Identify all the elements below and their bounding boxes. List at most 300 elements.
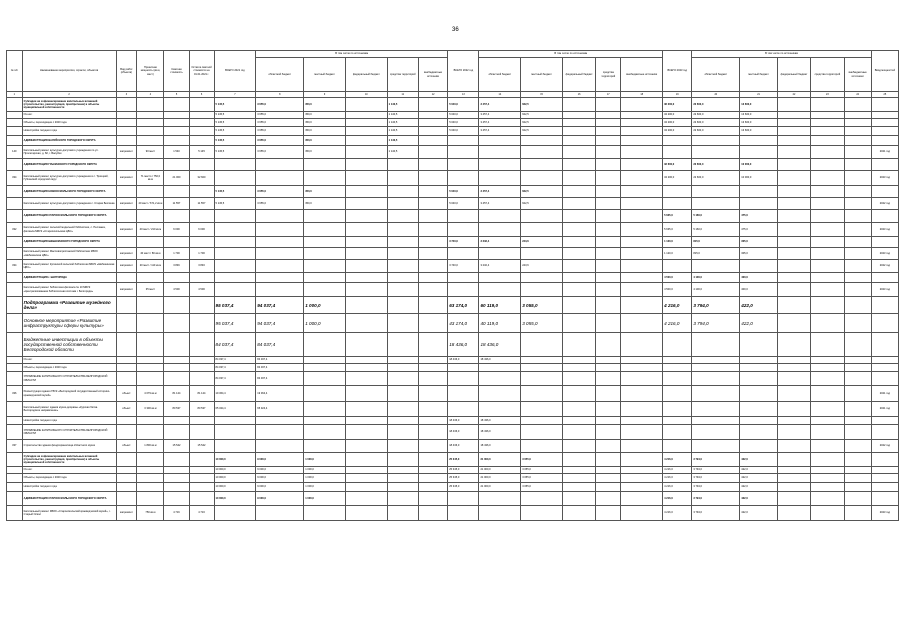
table-cell: [740, 364, 778, 372]
table-cell: 3 655,0: [256, 98, 304, 112]
table-cell: 1 000,0: [304, 297, 346, 314]
table-row: [7, 136, 899, 146]
table-cell: [418, 159, 447, 171]
table-cell: [479, 402, 521, 417]
row-title-cell: Субсидии на софинансирование капитальных вложений (строительство, реконструкция, приобретение) в объекты муниципальной собственности: [22, 453, 116, 467]
table-cell: 11 557: [164, 198, 189, 210]
table-cell: [256, 506, 304, 521]
table-cell: [692, 136, 740, 146]
table-row: [7, 112, 899, 119]
table-cell: 350,0: [304, 146, 346, 159]
table-cell: [663, 402, 692, 417]
table-cell: [387, 297, 418, 314]
table-cell: [777, 314, 810, 333]
table-row: [7, 98, 899, 112]
table-cell: 95 037,4: [214, 314, 256, 333]
table-cell: [811, 136, 844, 146]
table-cell: [387, 425, 418, 440]
table-cell: [621, 467, 663, 474]
table-cell: [418, 237, 447, 248]
table-row: [7, 198, 899, 210]
table-cell: [844, 474, 871, 483]
table-cell: 32 600: [189, 171, 214, 186]
table-cell: [621, 492, 663, 506]
table-cell: 350,0: [304, 198, 346, 210]
table-cell: [189, 364, 214, 372]
table-cell: [740, 186, 778, 198]
table-cell: [448, 248, 479, 260]
table-cell: 13 600,0: [740, 127, 778, 136]
table-cell: 10 000,0: [214, 483, 256, 492]
table-cell: [621, 159, 663, 171]
table-cell: [844, 440, 871, 453]
table-cell: [521, 333, 563, 357]
table-row: [7, 159, 899, 171]
table-cell: [811, 127, 844, 136]
table-cell: 11 557: [189, 198, 214, 210]
table-cell: 18 436,0: [479, 333, 521, 357]
table-cell: 34 200,0: [663, 119, 692, 127]
table-cell: [387, 186, 418, 198]
table-cell: 13 600,0: [740, 98, 778, 112]
table-cell: [811, 112, 844, 119]
table-cell: 84 037,4: [214, 333, 256, 357]
table-cell: [521, 283, 563, 297]
table-cell: 4 100,0: [692, 283, 740, 297]
table-cell: 6 000: [189, 223, 214, 237]
table-cell: [448, 159, 479, 171]
table-cell: [777, 333, 810, 357]
table-cell: [7, 210, 23, 223]
table-cell: [596, 483, 621, 492]
row-title-cell: Из них:: [22, 357, 116, 364]
table-cell: [596, 223, 621, 237]
table-cell: [621, 283, 663, 297]
table-cell: [418, 364, 447, 372]
table-cell: [844, 260, 871, 273]
row-title-cell: Бюджетные инвестиции в объекты государственной собственности Белгородской области: [22, 333, 116, 357]
table-cell: [521, 492, 563, 506]
table-cell: 350,0: [304, 119, 346, 127]
col-header: федеральный бюджет: [562, 58, 595, 92]
table-cell: [562, 372, 595, 386]
col-header: ВСЕГО 2022 год: [448, 51, 479, 92]
table-cell: [777, 112, 810, 119]
table-cell: 81 124: [164, 386, 189, 402]
column-number: 10: [345, 92, 387, 98]
table-cell: [387, 402, 418, 417]
table-cell: [844, 386, 871, 402]
table-cell: [596, 402, 621, 417]
table-cell: [521, 146, 563, 159]
table-cell: [479, 171, 521, 186]
table-cell: [479, 248, 521, 260]
table-cell: [116, 127, 137, 136]
table-cell: 1 140,5: [387, 127, 418, 136]
table-cell: [596, 453, 621, 467]
table-cell: 9 000,0: [256, 483, 304, 492]
table-cell: [844, 314, 871, 333]
table-cell: [777, 136, 810, 146]
table-cell: [304, 386, 346, 402]
table-cell: 19 364,4: [214, 386, 256, 402]
table-cell: [345, 402, 387, 417]
col-header: ВСЕГО 2021 год: [214, 51, 256, 92]
table-cell: 350,0: [304, 98, 346, 112]
table-cell: [479, 492, 521, 506]
table-cell: [562, 333, 595, 357]
table-cell: [164, 474, 189, 483]
table-cell: 422,0: [740, 474, 778, 483]
table-cell: [304, 237, 346, 248]
table-cell: 3 055,0: [521, 314, 563, 333]
table-cell: [418, 372, 447, 386]
row-title-cell: АДМИНИСТРАЦИЯ ШЕБЕКИНСКОГО ГОРОДСКОГО ОКРУГА: [22, 237, 116, 248]
table-cell: [137, 357, 164, 364]
table-cell: [692, 260, 740, 273]
col-header: средства территорий: [811, 58, 844, 92]
row-title-cell: АДМИНИСТРАЦИЯ ВАЛУЙСКОГО ГОРОДСКОГО ОКРУГА: [22, 136, 116, 146]
table-cell: [621, 483, 663, 492]
table-cell: 422,0: [740, 483, 778, 492]
table-cell: [596, 112, 621, 119]
table-cell: [387, 440, 418, 453]
table-cell: [596, 283, 621, 297]
table-cell: [844, 453, 871, 467]
table-cell: [7, 112, 23, 119]
table-row: [7, 127, 899, 136]
table-cell: [596, 372, 621, 386]
table-cell: [116, 136, 137, 146]
table-cell: [621, 223, 663, 237]
commission-year-cell: [871, 483, 898, 492]
table-cell: 815,0: [692, 237, 740, 248]
col-header: местный бюджет: [740, 58, 778, 92]
table-cell: [116, 112, 137, 119]
table-cell: [418, 417, 447, 425]
table-cell: [345, 171, 387, 186]
commission-year-cell: [871, 333, 898, 357]
table-cell: [596, 198, 621, 210]
row-title-cell: Капитальный ремонт Масловопристанской библиотеки МБУК «Шебекинская ЦБС»: [22, 248, 116, 260]
table-cell: 4 216,0: [663, 453, 692, 467]
table-cell: [596, 297, 621, 314]
table-cell: [844, 273, 871, 283]
commission-year-cell: [871, 186, 898, 198]
table-cell: [7, 506, 23, 521]
table-cell: 3 794,0: [692, 467, 740, 474]
table-cell: капремонт: [116, 223, 137, 237]
table-cell: [7, 159, 23, 171]
table-cell: [596, 237, 621, 248]
table-cell: [345, 119, 387, 127]
table-cell: [304, 223, 346, 237]
table-cell: [811, 314, 844, 333]
table-cell: [596, 98, 621, 112]
table-cell: [418, 386, 447, 402]
table-cell: [811, 146, 844, 159]
table-cell: [562, 417, 595, 425]
row-title-cell: Строительство здания фондохранилища областного музея: [22, 440, 116, 453]
table-cell: [387, 483, 418, 492]
table-cell: [596, 333, 621, 357]
table-cell: 84 037,4: [256, 372, 304, 386]
table-cell: [692, 364, 740, 372]
table-cell: [418, 119, 447, 127]
table-cell: 3 794,0: [692, 506, 740, 521]
table-cell: [256, 440, 304, 453]
table-cell: 81 124: [189, 386, 214, 402]
table-cell: [214, 223, 256, 237]
table-cell: [663, 186, 692, 198]
col-header: Остаток сметной стоимости на 01.01.2021 г.: [189, 51, 214, 92]
table-cell: [811, 402, 844, 417]
table-cell: [811, 386, 844, 402]
table-cell: [116, 474, 137, 483]
table-cell: [596, 425, 621, 440]
table-cell: 84 037,4: [256, 357, 304, 364]
table-cell: [137, 483, 164, 492]
table-cell: [562, 112, 595, 119]
table-cell: [521, 364, 563, 372]
col-header: Проектная мощность (кв.м, мест): [137, 51, 164, 92]
table-cell: [256, 248, 304, 260]
table-cell: [811, 98, 844, 112]
table-cell: [418, 357, 447, 364]
table-cell: [844, 467, 871, 474]
table-cell: [740, 198, 778, 210]
table-cell: [811, 171, 844, 186]
table-cell: 336: [7, 386, 23, 402]
table-cell: [345, 260, 387, 273]
table-cell: [844, 483, 871, 492]
table-cell: [562, 506, 595, 521]
col-header: средства территорий: [387, 58, 418, 92]
table-cell: [7, 364, 23, 372]
commission-year-cell: [871, 467, 898, 474]
table-cell: [164, 210, 189, 223]
sources-group-2022: В том числе по источникам: [479, 51, 663, 58]
table-cell: [692, 417, 740, 425]
column-number: 23: [811, 92, 844, 98]
table-cell: [521, 417, 563, 425]
table-cell: 815,0: [692, 248, 740, 260]
table-cell: 4 500: [164, 283, 189, 297]
table-cell: [7, 425, 23, 440]
table-cell: [811, 440, 844, 453]
table-cell: [844, 506, 871, 521]
table-cell: [663, 440, 692, 453]
table-cell: 84 037,4: [256, 364, 304, 372]
table-cell: 422,0: [740, 506, 778, 521]
table-cell: [387, 198, 418, 210]
commission-year-cell: 2022 год: [871, 198, 898, 210]
table-cell: [116, 467, 137, 474]
table-row: [7, 273, 899, 283]
table-cell: [811, 210, 844, 223]
table-row: [7, 223, 899, 237]
row-title-cell: Основное мероприятие «Развитие инфраструктуры сферы культуры»: [22, 314, 116, 333]
table-cell: [304, 333, 346, 357]
table-cell: [740, 417, 778, 425]
table-cell: 5 145,5: [214, 119, 256, 127]
table-cell: [663, 260, 692, 273]
table-cell: [844, 186, 871, 198]
table-cell: [562, 297, 595, 314]
table-cell: 9 000,0: [256, 453, 304, 467]
table-cell: 1 000,0: [304, 492, 346, 506]
col-header: местный бюджет: [304, 58, 346, 92]
table-cell: [116, 357, 137, 364]
table-cell: 34 200,0: [663, 171, 692, 186]
table-cell: 94 037,4: [256, 297, 304, 314]
table-cell: [7, 372, 23, 386]
table-cell: [844, 333, 871, 357]
table-cell: [596, 146, 621, 159]
table-cell: [387, 386, 418, 402]
table-cell: 305,0: [740, 248, 778, 260]
table-cell: [692, 386, 740, 402]
table-cell: 18 436,0: [448, 440, 479, 453]
table-cell: [663, 417, 692, 425]
col-header: местный бюджет: [521, 58, 563, 92]
table-cell: [7, 98, 23, 112]
table-cell: [844, 223, 871, 237]
table-cell: [164, 119, 189, 127]
table-cell: 4 216,0: [663, 474, 692, 483]
table-cell: 3 794,0: [692, 492, 740, 506]
table-cell: 1 140,5: [387, 119, 418, 127]
table-cell: [256, 425, 304, 440]
table-cell: [164, 159, 189, 171]
table-row: [7, 333, 899, 357]
table-cell: 475,0: [740, 223, 778, 237]
table-cell: 22 600,0: [692, 171, 740, 186]
col-header: внебюджетные источники: [844, 58, 871, 92]
table-cell: 243,6: [521, 260, 563, 273]
table-cell: [692, 425, 740, 440]
table-cell: [387, 314, 418, 333]
table-cell: [521, 210, 563, 223]
table-cell: [844, 159, 871, 171]
table-cell: 3 794,0: [692, 314, 740, 333]
table-cell: 5 145,5: [214, 198, 256, 210]
table-cell: [418, 98, 447, 112]
table-cell: [387, 492, 418, 506]
table-cell: 1 000,0: [304, 467, 346, 474]
table-cell: [844, 210, 871, 223]
table-cell: [692, 186, 740, 198]
table-cell: [189, 98, 214, 112]
table-cell: 10 000,0: [214, 453, 256, 467]
table-cell: 5 145,5: [214, 98, 256, 112]
table-cell: 3 655,0: [256, 186, 304, 198]
table-cell: [256, 210, 304, 223]
table-cell: [418, 467, 447, 474]
table-cell: [596, 474, 621, 483]
row-title-cell: Капитальный ремонт культурно-досугового учреждения с. Старая Безгинка: [22, 198, 116, 210]
table-cell: [811, 283, 844, 297]
table-cell: 5 040,0: [448, 112, 479, 119]
table-cell: [189, 333, 214, 357]
table-cell: 60 119,0: [479, 297, 521, 314]
table-cell: [387, 474, 418, 483]
table-cell: [418, 402, 447, 417]
table-cell: [562, 98, 595, 112]
table-cell: [189, 417, 214, 425]
table-cell: [562, 474, 595, 483]
table-cell: 3 457,4: [479, 98, 521, 112]
commission-year-cell: 2021 год: [871, 146, 898, 159]
table-row: [7, 171, 899, 186]
table-cell: 13 600,0: [740, 112, 778, 119]
table-cell: 18 436,0: [479, 357, 521, 364]
table-cell: [562, 210, 595, 223]
table-cell: [7, 453, 23, 467]
table-cell: [740, 260, 778, 273]
table-cell: [663, 364, 692, 372]
table-cell: [692, 146, 740, 159]
table-cell: 622,5: [521, 198, 563, 210]
table-cell: [137, 112, 164, 119]
table-cell: 10 000,0: [214, 492, 256, 506]
table-cell: 4 079 кв.м: [137, 386, 164, 402]
table-cell: [663, 333, 692, 357]
table-cell: [844, 357, 871, 364]
table-cell: [137, 492, 164, 506]
table-cell: [521, 372, 563, 386]
table-cell: 1 000,0: [304, 474, 346, 483]
table-cell: [345, 483, 387, 492]
table-cell: [562, 198, 595, 210]
table-cell: [418, 314, 447, 333]
table-row: [7, 119, 899, 127]
table-row: [7, 260, 899, 273]
table-cell: [164, 425, 189, 440]
table-cell: [811, 483, 844, 492]
table-cell: [448, 136, 479, 146]
table-cell: [418, 506, 447, 521]
table-cell: 22 600,0: [692, 159, 740, 171]
table-cell: [777, 440, 810, 453]
column-number: 12: [418, 92, 447, 98]
table-cell: [418, 248, 447, 260]
table-cell: 1 120,0: [663, 248, 692, 260]
table-cell: 5 145,5: [214, 112, 256, 119]
table-cell: 25 345,0: [448, 467, 479, 474]
table-cell: [256, 159, 304, 171]
table-cell: 32 600,0: [663, 159, 692, 171]
table-cell: [621, 417, 663, 425]
table-cell: [621, 119, 663, 127]
table-cell: 13 600,0: [740, 119, 778, 127]
table-cell: [345, 314, 387, 333]
table-cell: [256, 171, 304, 186]
table-cell: [345, 357, 387, 364]
table-cell: 40 мест / 80 кв.м: [137, 248, 164, 260]
table-cell: [777, 467, 810, 474]
table-cell: [7, 314, 23, 333]
table-cell: 15 542: [189, 440, 214, 453]
table-cell: 350,0: [304, 136, 346, 146]
table-cell: [387, 467, 418, 474]
table-cell: [189, 119, 214, 127]
table-cell: [777, 260, 810, 273]
table-cell: [387, 223, 418, 237]
table-cell: [844, 417, 871, 425]
table-cell: [479, 364, 521, 372]
table-cell: [811, 119, 844, 127]
